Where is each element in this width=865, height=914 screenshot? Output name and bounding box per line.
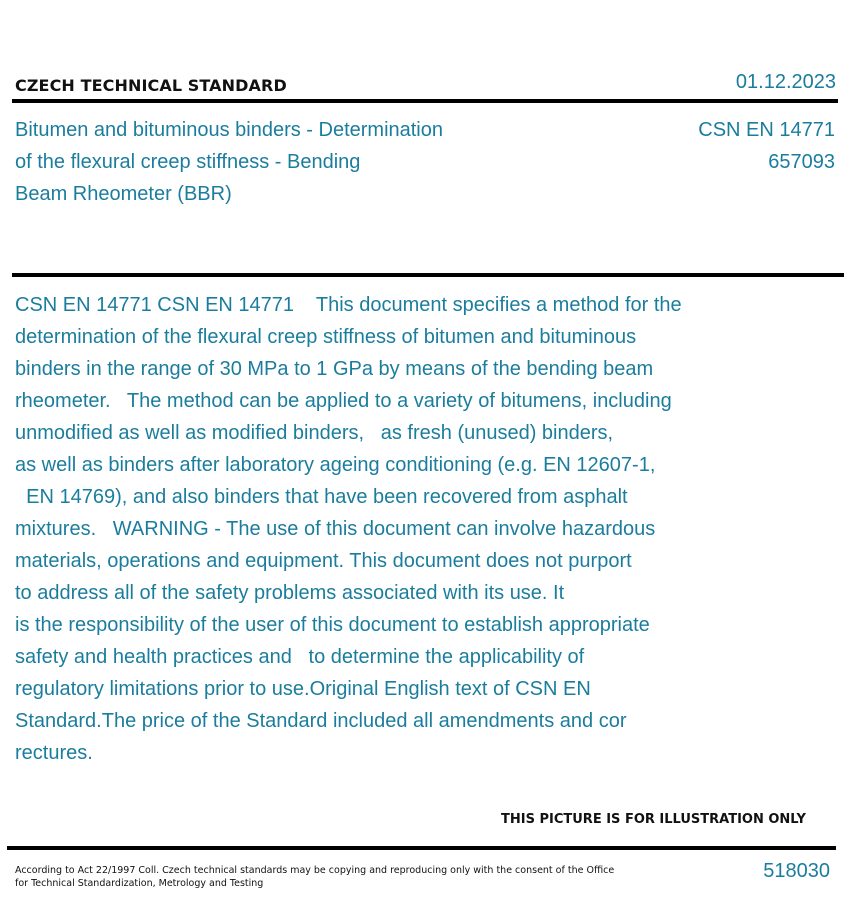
header-date: 01.12.2023 — [735, 71, 836, 93]
abstract-line: EN 14769), and also binders that have been recovered from asphalt — [15, 486, 628, 508]
document-title — [15, 114, 535, 210]
abstract-line: materials, operations and equipment. This document does not purport — [15, 550, 632, 572]
illustration-note: THIS PICTURE IS FOR ILLUSTRATION ONLY — [501, 812, 806, 827]
document-title-line: Bitumen and bituminous binders - Determination — [15, 119, 443, 141]
abstract-line: rectures. — [15, 742, 93, 764]
abstract-line: mixtures. WARNING - The use of this document can involve hazardous — [15, 518, 656, 540]
footer-legal-line: for Technical Standardization, Metrology and Testing — [15, 878, 264, 889]
abstract-line: as well as binders after laboratory ageing conditioning (e.g. EN 12607-1, — [15, 454, 656, 476]
document-title-line: of the flexural creep stiffness - Bending — [15, 151, 361, 173]
abstract-line: CSN EN 14771 CSN EN 14771 This document specifies a method for the — [15, 294, 682, 316]
footer-legal-line: According to Act 22/1997 Coll. Czech technical standards may be copying and reproducing only with the consent of the Office — [15, 865, 615, 876]
abstract-line: binders in the range of 30 MPa to 1 GPa by means of the bending beam — [15, 358, 654, 380]
footer-divider — [7, 846, 836, 850]
standard-id: CSN EN 14771 — [698, 119, 835, 141]
footer-legal-notice — [15, 864, 615, 890]
document-title-line: Beam Rheometer (BBR) — [15, 183, 232, 205]
header-title: CZECH TECHNICAL STANDARD — [15, 76, 287, 95]
document-identifiers — [698, 114, 835, 178]
abstract-line: is the responsibility of the user of this document to establish appropriate — [15, 614, 650, 636]
abstract-line: rheometer. The method can be applied to a variety of bitumens, including — [15, 390, 672, 412]
abstract-line: to address all of the safety problems associated with its use. It — [15, 582, 565, 604]
abstract-line: safety and health practices and to determine the applicability of — [15, 646, 585, 668]
abstract-line: regulatory limitations prior to use.Original English text of CSN EN — [15, 678, 591, 700]
abstract-line: unmodified as well as modified binders, as fresh (unused) binders, — [15, 422, 614, 444]
abstract-line: Standard.The price of the Standard included all amendments and cor — [15, 710, 627, 732]
title-divider — [12, 273, 844, 277]
abstract-line: determination of the flexural creep stiffness of bitumen and bituminous — [15, 326, 637, 348]
footer-code: 518030 — [763, 860, 830, 882]
class-code: 657093 — [768, 151, 835, 173]
abstract-text — [15, 289, 845, 769]
header-divider — [12, 99, 838, 103]
